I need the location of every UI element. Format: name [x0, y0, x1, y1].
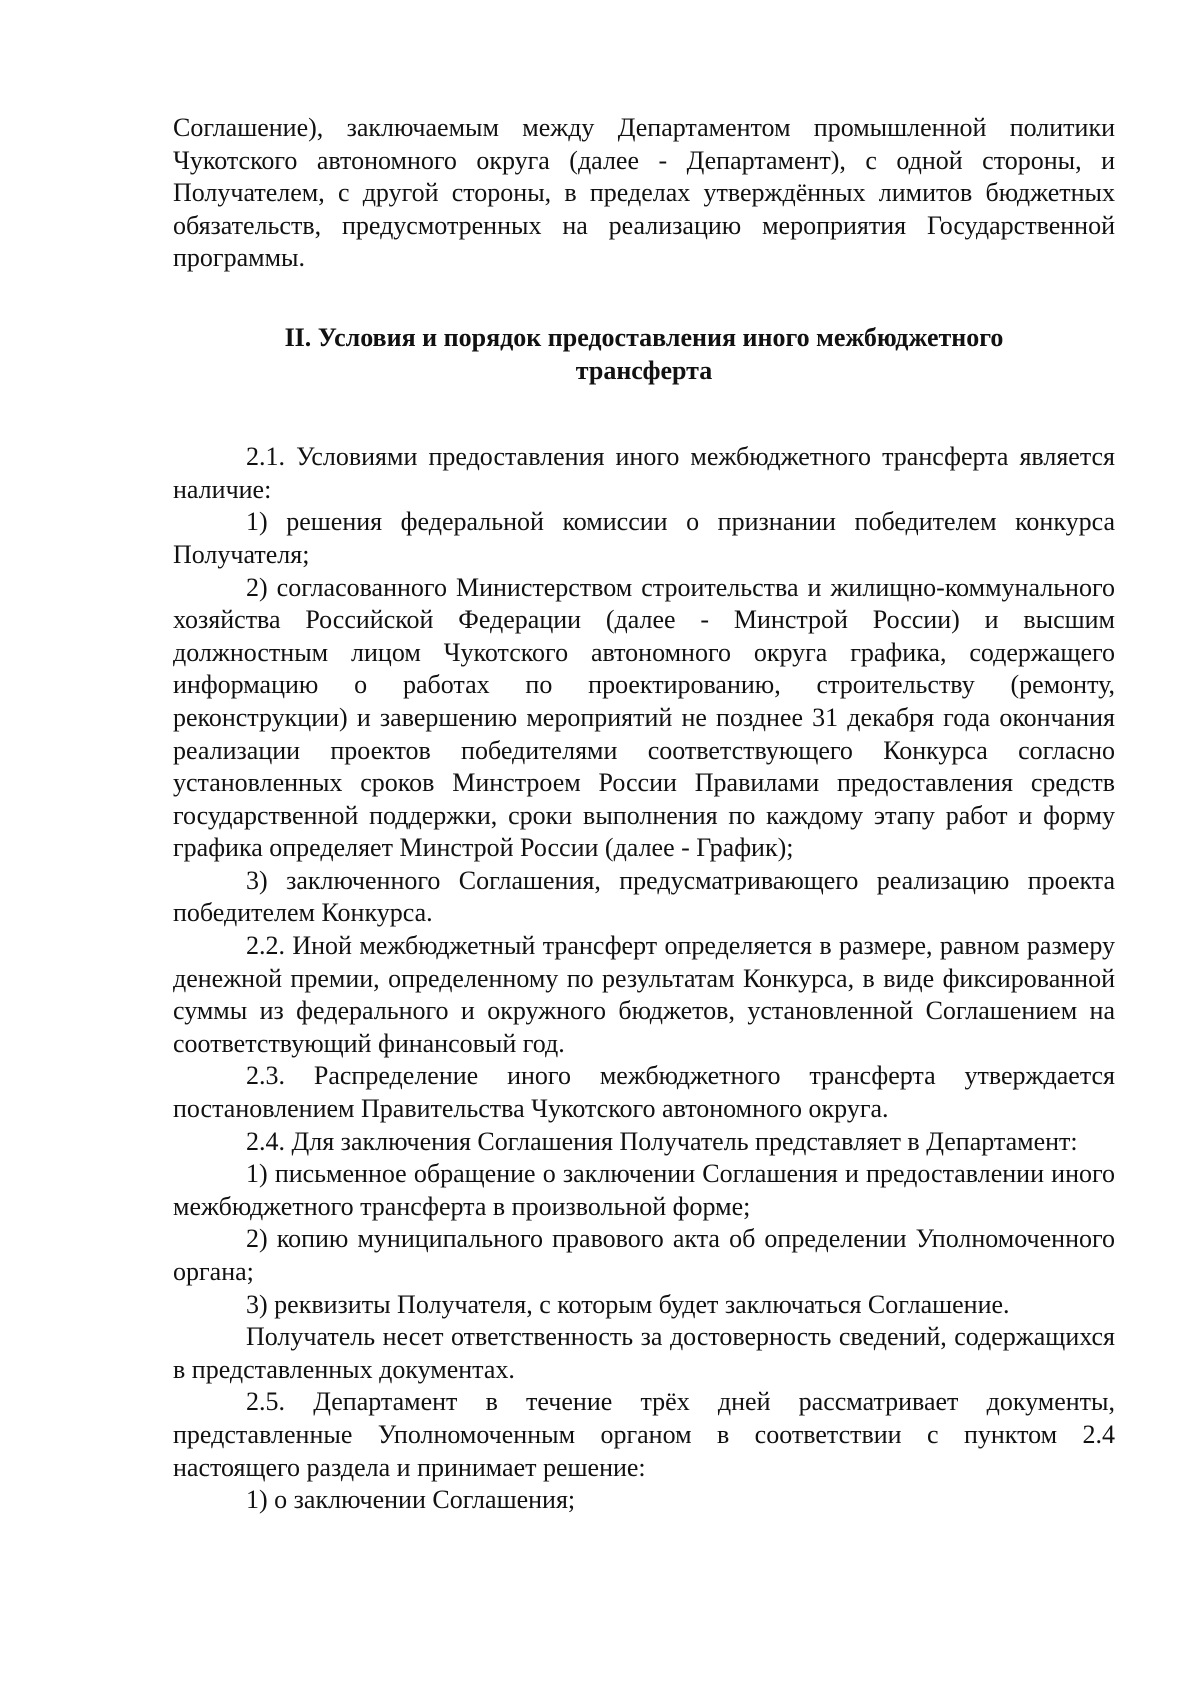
section-heading [173, 322, 1115, 387]
paragraph-2-4-item-1: 1) письменное обращение о заключении Соглашения и предоставлении иного межбюджетного трансферта в произвольной форме; [173, 1159, 1115, 1221]
paragraph-responsibility: Получатель несет ответственность за достоверность сведений, содержащихся в представленных документах. [173, 1322, 1115, 1384]
intro-paragraph: Соглашение), заключаемым между Департаментом промышленной политики Чукотского автономного округа (далее - Департамент), с одной стороны, и Получателем, с другой стороны, в пределах утверждённых лимитов бюджетных обязательств, предусмотренных на реализацию мероприятия Государственной программы. [173, 113, 1115, 273]
paragraph-2-4-item-2: 2) копию муниципального правового акта об определении Уполномоченного органа; [173, 1224, 1115, 1286]
section-heading-line-1: II. Условия и порядок предоставления иного межбюджетного [284, 322, 1004, 352]
paragraph-2-3: 2.3. Распределение иного межбюджетного трансферта утверждается постановлением Правительства Чукотского автономного округа. [173, 1061, 1115, 1124]
paragraph-2-1: 2.1. Условиями предоставления иного межбюджетного трансферта является наличие: [173, 442, 1115, 504]
paragraph-2-1-item-3: 3) заключенного Соглашения, предусматривающего реализацию проекта победителем Конкурса. [173, 865, 1115, 928]
section-heading-line-2: трансферта [575, 355, 713, 385]
paragraph-2-5-item-1: 1) о заключении Соглашения; [246, 1485, 576, 1515]
paragraph-2-5: 2.5. Департамент в течение трёх дней рассматривает документы, представленные Уполномоченным органом в соответствии с пунктом 2.4 настоящего раздела и принимает решение: [173, 1387, 1115, 1482]
paragraph-2-1-item-1: 1) решения федеральной комиссии о признании победителем конкурса Получателя; [173, 507, 1115, 569]
paragraph-2-1-item-2: 2) согласованного Министерством строительства и жилищно-коммунального хозяйства Российской Федерации (далее - Минстрой России) и высшим должностным лицом Чукотского автономного округа графика, содержащего информацию о работах по проектированию, строительству (ремонту, реконструкции) и завершению мероприятий не позднее 31 декабря года окончания реализации проектов победителями соответствующего Конкурса согласно установленных сроков Минстроем России Правилами предоставления средств государственной поддержки, сроки выполнения по каждому этапу работ и форму графика определяет Минстрой России (далее - График); [173, 572, 1115, 863]
paragraph-2-4: 2.4. Для заключения Соглашения Получатель представляет в Департамент: [246, 1126, 1078, 1156]
paragraph-2-2: 2.2. Иной межбюджетный трансферт определяется в размере, равном размеру денежной премии, определенному по результатам Конкурса, в виде фиксированной суммы из федерального и окружного бюджетов, установленной Соглашением на соответствующий финансовый год. [173, 931, 1115, 1058]
paragraph-2-4-item-3: 3) реквизиты Получателя, с которым будет заключаться Соглашение. [246, 1289, 1010, 1319]
